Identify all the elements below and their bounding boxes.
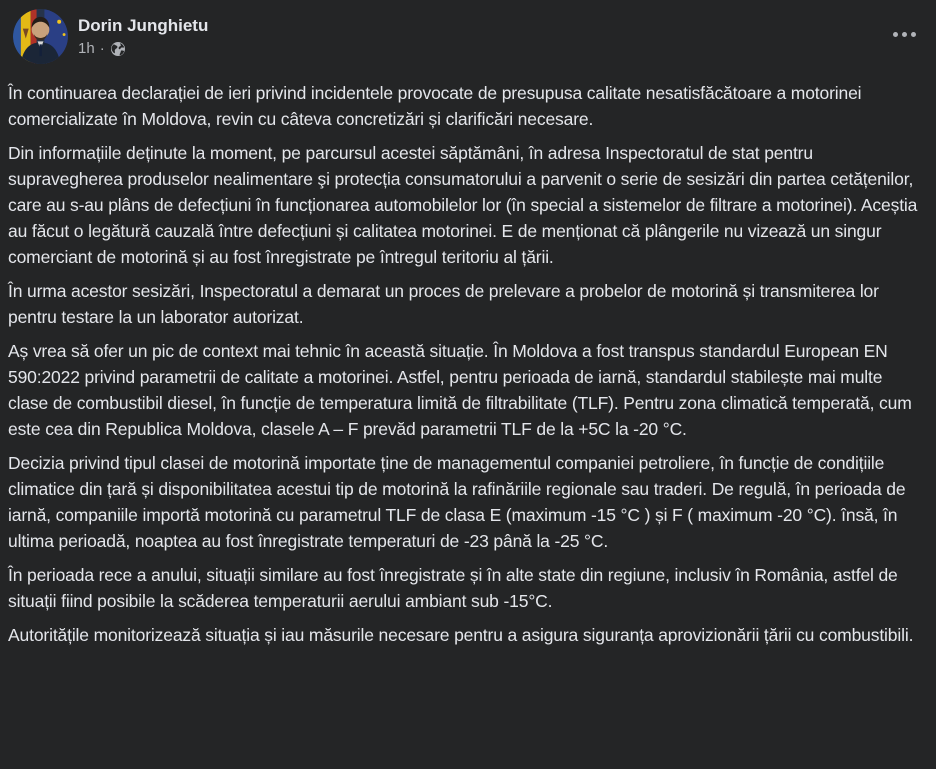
post-meta	[78, 39, 208, 58]
post-paragraph: Din informațiile deținute la moment, pe parcursul acestei săptămâni, în adresa Inspectoratul de stat pentru supravegherea produselor nealimentare şi protecția consumatorului a parvenit o serie de sesizări din partea cetățenilor, care au s-au plâns de defecțiuni în funcționarea automobilelor lor (în special a sistemelor de filtrare a motorinei). Aceștia au făcut o legătură cauzală între defecțiuni și calitatea motorinei. E de menționat că plângerile nu vizează un singur comerciant de motorină și au fost înregistrate pe întregul teritoriu al țării.	[8, 143, 918, 267]
post-paragraph: Aș vrea să ofer un pic de context mai tehnic în această situație. În Moldova a fost transpus standardul European EN 590:2022 privind parametrii de calitate a motorinei. Astfel, pentru perioada de iarnă, standardul stabilește mai multe clase de combustibil diesel, în funcție de temperatura limită de filtrabilitate (TLF). Pentru zona climatică temperată, cum este cea din Republica Moldova, clasele A – F prevăd parametrii TLF de la +5C la -20 °C.	[8, 341, 912, 439]
timestamp[interactable]: 1h	[78, 40, 95, 57]
header-info	[78, 15, 208, 58]
author-name[interactable]: Dorin Junghietu	[78, 16, 209, 35]
avatar-image	[13, 9, 68, 64]
globe-icon	[110, 41, 126, 57]
post-paragraph: Autoritățile monitorizează situația și iau măsurile necesare pentru a asigura siguranța aprovizionării țării cu combustibili.	[8, 625, 914, 645]
post-options-button[interactable]	[887, 24, 922, 45]
post-paragraph: În continuarea declarației de ieri privind incidentele provocate de presupusa calitate nesatisfăcătoare a motorinei comercializate în Moldova, revin cu câteva concretizări și clarificări necesare.	[8, 83, 862, 129]
ellipsis-icon	[893, 32, 898, 37]
post-paragraph: În urma acestor sesizări, Inspectoratul a demarat un proces de prelevare a probelor de motorină și transmiterea lor pentru testare la un laborator autorizat.	[8, 281, 879, 327]
meta-separator: ·	[99, 40, 105, 57]
post-paragraph: Decizia privind tipul clasei de motorină importate ține de managementul companiei petroliere, în funcție de condițiile climatice din țară și disponibilitatea acestui tip de motorină la rafinăriile regionale sau traderi. De regulă, în perioada de iarnă, companiile importă motorină cu parametrul TLF de clasa E (maximum -15 °C ) și F ( maximum -20 °C). însă, în ultima perioadă, noaptea au fost înregistrate temperaturi de -23 până la -25 °C.	[8, 453, 906, 551]
post-body	[0, 70, 936, 648]
ellipsis-icon	[911, 32, 916, 37]
post-paragraph: În perioada rece a anului, situații similare au fost înregistrate și în alte state din regiune, inclusiv în România, astfel de situații fiind posibile la scăderea temperaturii aerului ambiant sub -15°C.	[8, 565, 898, 611]
post-header	[0, 0, 936, 70]
avatar[interactable]	[13, 9, 68, 64]
ellipsis-icon	[902, 32, 907, 37]
